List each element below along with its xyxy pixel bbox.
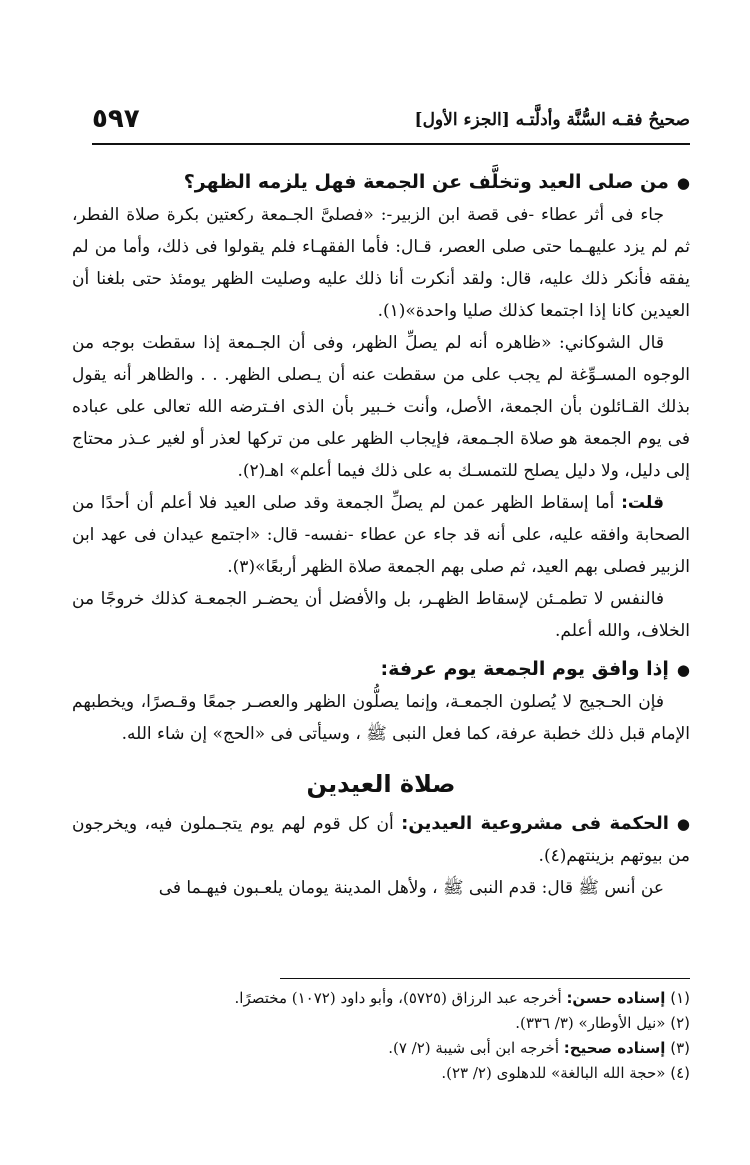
footnote-text: «نيل الأوطار» (٣/ ٣٣٦). <box>515 1014 666 1032</box>
paragraph-author-opinion <box>72 487 690 583</box>
paragraph-text: أن كل قوم لهم يوم يتجـملون فيه، ويخرجون من بيوتهم بزينتهم(٤). <box>72 814 690 866</box>
footnote-text: أخرجه عبد الرزاق (٥٧٢٥)، وأبو داود (١٠٧٢) مختصرًا. <box>234 989 567 1007</box>
footnote-number: (١) <box>670 989 690 1007</box>
bullet-icon: ● <box>676 815 690 833</box>
footnote-label: إسناده حسن: <box>566 989 666 1007</box>
footnote-number: (٢) <box>670 1014 690 1032</box>
paragraph-conclusion: فالنفس لا تطمـئن لإسقاط الظهـر، بل والأفضل أن يحضـر الجمعـة كذلك خروجًا من الخلاف، والله أعلم. <box>72 589 690 641</box>
running-title: صحيحُ فقـه السُّنَّة وأدلَّتـه [الجزء الأول] <box>414 110 690 130</box>
paragraph-wisdom <box>72 808 690 872</box>
footnote-text: «حجة الله البالغة» للدهلوى (٢/ ٢٣). <box>441 1064 666 1082</box>
paragraph-anas: عن أنس ﷺ قال: قدم النبى ﷺ ، ولأهل المدينة يومان يلعـبون فيهـما فى <box>158 878 664 898</box>
chapter-title: صلاة العيدين <box>306 770 456 798</box>
paragraph-ata-narration: جاء فى أثر عطاء -فى قصة ابن الزبير-: «فصلىَّ الجـمعة ركعتين بكرة صلاة الفطر، ثم لم يزد عليهـما حتى صلى العصر، قـال: فأما الفقهـاء فلم يقولوا فى ذلك، وأما من لم يفقه فأنكر ذلك عليه، قال: ولقد أنكرت أنا ذلك عليه وصليت الظهر يومئذ حتى بلغنا أن العيدين كانا إذا اجتمعا كذلك صليا واحدة»(١). <box>72 205 690 321</box>
footnote-text: أخرجه ابن أبى شيبة (٢/ ٧). <box>388 1039 564 1057</box>
wisdom-heading: الحكمة فى مشروعية العيدين: <box>401 813 669 834</box>
said-label: قلت: <box>621 493 664 513</box>
heading-text: إذا وافق يوم الجمعة يوم عرفة: <box>380 658 669 680</box>
footnote-rule <box>280 978 690 979</box>
footnote-item <box>120 986 690 1011</box>
page-body <box>72 166 690 904</box>
bullet-icon: ● <box>676 661 690 679</box>
footnote-number: (٤) <box>670 1064 690 1082</box>
heading-text: من صلى العيد وتخلَّف عن الجمعة فهل يلزمه الظهر؟ <box>183 171 669 193</box>
section-heading-eid-friday <box>72 166 690 199</box>
section-heading-arafah <box>72 653 690 686</box>
page-number: ٥٩٧ <box>92 104 140 134</box>
footnotes <box>120 986 690 1086</box>
footnote-label: إسناده صحيح: <box>563 1039 666 1057</box>
footnote-item <box>120 1011 690 1036</box>
footnote-item <box>120 1061 690 1086</box>
header-rule <box>92 143 690 145</box>
paragraph-shawkani: قال الشوكاني: «ظاهره أنه لم يصلِّ الظهر، وفى أن الجـمعة إذا سقطت بوجه من الوجوه المسـوِّغة لم يجب على من سقطت عنه أن يـصلى الظهر. . . والظاهر أنه يقول بذلك القـائلون بأن الجمعة، الأصل، وأنت خـبير بأن الذى افـترضه الله تعالى على عباده فى يوم الجمعة هو صلاة الجـمعة، فإيجاب الظهر على من تركها لعذر أو لغير عـذر محتاج إلى دليل، ولا دليل يصلح للتمسـك به على ذلك فيما أعلم» اهـ(٢). <box>72 333 690 481</box>
footnote-number: (٣) <box>670 1039 690 1057</box>
running-header <box>92 104 690 142</box>
footnote-item <box>120 1036 690 1061</box>
paragraph-pilgrims: فإن الحـجيج لا يُصلون الجمعـة، وإنما يصلُّون الظهر والعصـر جمعًا وقـصرًا، ويخطبهم الإمام قبل ذلك خطبة عرفة، كما فعل النبى ﷺ ، وسيأتى فى «الحج» إن شاء الله. <box>72 692 690 744</box>
paragraph-text: أما إسقاط الظهر عمن لم يصلِّ الجمعة وقد صلى العيد فلا أعلم أن أحدًا من الصحابة وافقه عليه، على أنه قد جاء عن عطاء -نفسه- قال: «اجتمع عيدان فى عهد ابن الزبير فصلى بهم العيد، ثم صلى بهم الجمعة صلاة الظهر أربعًا»(٣). <box>72 493 690 577</box>
bullet-icon: ● <box>676 174 690 192</box>
